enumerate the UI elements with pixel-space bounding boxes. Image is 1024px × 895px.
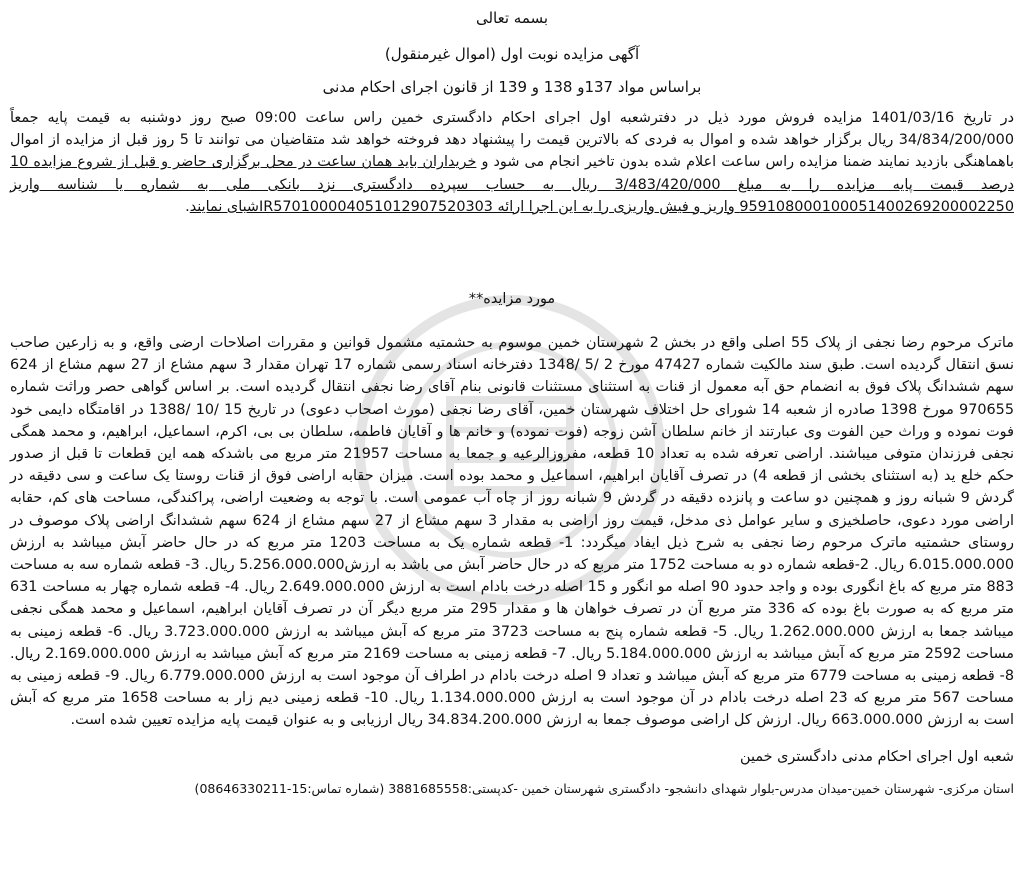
- signature-line: شعبه اول اجرای احکام مدنی دادگستری خمین: [740, 748, 1014, 765]
- auction-subject-heading: مورد مزایده**: [468, 291, 556, 308]
- auction-description-paragraph: ماترک مرحوم رضا نجفی از پلاک 55 اصلی واقع در بخش 2 شهرستان خمین موسوم به حشمتیه مشمول قوانین و مقررات اصلاحات ارضی واقع، و به زارعین صاحب نسق انتقال گردیده است. طبق سند مالکیت شماره 47427 مورخ 2 /5 /1348 دفترخانه اسناد رسمی شماره 17 تهران مقدار 3 سهم مشاع از 27 سهم مشاع از 624 سهم ششدانگ پلاک فوق به انضمام حق آبه معمول از قنات به استثنای مستثنات قانونی بنام آقای رضا نجفی انتقال گردیده است. بر اساس گواهی حصر وراثت شماره 970655 مورخ 1398 صادره از شعبه 14 شورای حل اختلاف شهرستان خمین، آقای رضا نجفی (مورث اصحاب دعوی) در تاریخ 15 /10 /1388 در اقامتگاه دایمی خود فوت نموده و وراث حین الفوت وی عبارتند از خانم سلطان آشن زوجه (فوت نموده) و خانم ها و آقایان فاطمه، سلطان بی بی، اکرم، اسماعیل، ابراهیم، و محمد همگی نجفی فرزندان متوفی میباشند. اراضی تعرفه شده به تعداد 10 قطعه، مفروزالرعیه و جمعا به مساحت 21957 متر مربع می باشدکه همه این قطعات تا قبل از صدور حکم خلع ید (به استثنای بخشی از قطعه 4) در تصرف آقایان ابراهیم، اسماعیل و محمد بوده است. میزان حقابه اراضی فوق از قنات روستا یک ساعت و سی دقیقه در گردش 9 شبانه روز و همچنین دو ساعت و پانزده دقیقه در گردش 9 شبانه روز از چاه آب عمومی است. با توجه به وضعیت اراضی، پراکندگی، مساحت های کم، حقابه اراضی مورد دعوی، حاصلخیزی و سایر عوامل ذی مدخل، قیمت روز اراضی به مقدار 3 سهم مشاع از 27 سهم مشاع از 624 سهم ششدانگ اراضی پلاک موصوف در روستای حشمتیه ماترک مرحوم رضا نجفی به شرح ذیل ایفاد میگردد: 1- قطعه شماره یک به مساحت 1203 متر مربع که در حال حاضر آبش میباشد به ارزش 6.015.000.000 ریال. 2-قطعه شماره دو به مساحت 1752 متر مربع که در حال حاضر آبش می باشد به ارزش5.256.000.000 ریال. 3- قطعه شماره سه به مساحت 883 متر مربع که باغ انگوری بوده و واجد حدود 90 اصله مو انگور و 15 اصله درخت بادام است به ارزش 2.649.000.000 ریال. 4- قطعه شماره چهار به مساحت 631 متر مربع که به صورت باغ بوده که 336 متر مربع آن در تصرف خواهان ها و مقدار 295 متر مربع دیگر آن در تصرف آقایان ابراهیم، اسماعیل و محمد همگی نجفی میباشد جمعا به ارزش 1.262.000.000 ریال. 5- قطعه شماره پنج به مساحت 3723 متر مربع که آبش میباشد به ارزش 3.723.000.000 ریال. 6- قطعه زمینی به مساحت 2592 متر مربع که آبش میباشد به ارزش 5.184.000.000 ریال. 7- قطعه زمینی به مساحت 2169 متر مربع که آبش میباشد به ارزش 2.169.000.000 ریال. 8- قطعه زمینی به مساحت 6779 متر مربع که آبش میباشد و تعداد 9 اصله درخت بادام در اطراف آن موجود است به ارزش 6.779.000.000 ریال. 9- قطعه زمینی به مساحت 567 متر مربع که 23 اصله درخت بادام در آن موجود است به ارزش 1.134.000.000 ریال. 10- قطعه زمینی دیم زار به مساحت 1658 متر مربع که آبش است به ارزش 663.000.000 ریال. ارزش کل اراضی موصوف جمعا به ارزش 34.834.200.000 ریال ارزیابی و به عنوان قیمت پایه مزایده تعیین شده است.: [10, 335, 1015, 729]
- notice-title: آگهی مزایده نوبت اول (اموال غیرمنقول): [384, 45, 640, 63]
- intro-paragraph: [10, 107, 1014, 218]
- notice-subtitle: براساس مواد 137و 138 و 139 از قانون اجرای احکام مدنی: [322, 78, 702, 96]
- intro-end: .: [185, 198, 190, 215]
- footer-address: استان مرکزی- شهرستان خمین-میدان مدرس-بلوار شهدای دانشجو- دادگستری شهرستان خمین -کدپستی:3881685558 (شماره تماس:15-08646330211): [194, 780, 1014, 796]
- intro-underlined-text: خریداران باید همان ساعت در محل برگزاری حاضر و قبل از شروع مزایده 10 درصد قیمت پایه مزایده را به مبلغ 3/483/420/000 ریال به حساب سپرده دادگستری نزد بانکی ملی به شماره یا شناسه واریز 959108000100051400269200002250 واریز و فیش واریزی را به این اجرا ارائه IR570100004051012907520303شبای نمایند: [10, 154, 1015, 215]
- intro-text: در تاریخ 1401/03/16 مزایده فروش مورد ذیل در دفترشعبه اول اجرای احکام دادگستری خمین راس ساعت 09:00 صبح روز دوشنبه به قیمت پایه جمعاً 34/834/200/000 ریال برگزار خواهد شده و اموال به فردی که بالاترین قیمت را پیشنهاد دهد فروخته خواهد شد متقاضیان می توانند تا 5 روز قبل از مزایده از اموال باهماهنگی بازدید نمایند ضمنا مزایده راس ساعت اعلام شده بدون تاخیر انجام می شود و: [10, 110, 1014, 171]
- bismillah-heading: بسمه تعالی: [475, 9, 549, 27]
